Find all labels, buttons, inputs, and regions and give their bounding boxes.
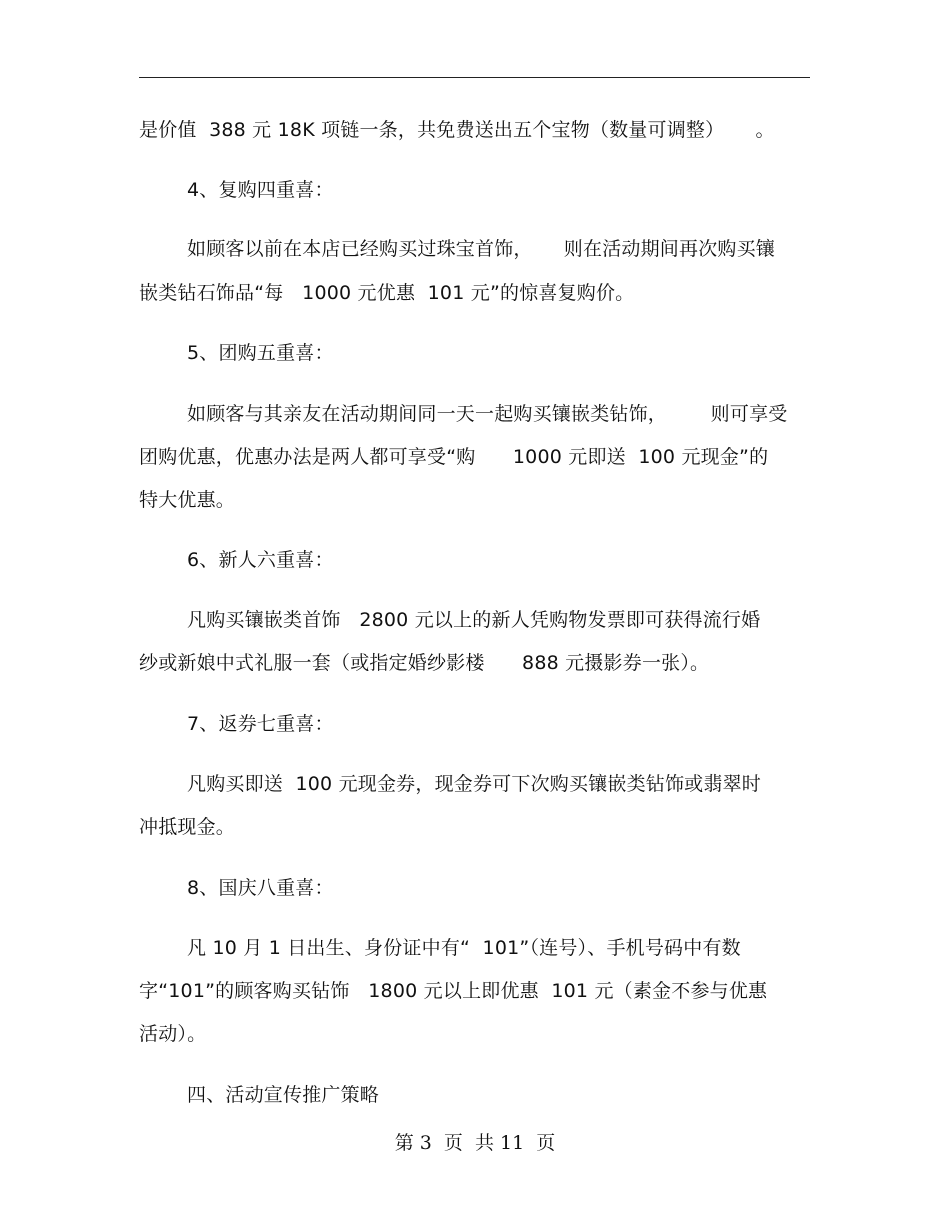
header-rule <box>139 77 810 78</box>
text-line: 凡 10 月 1 日出生、身份证中有“ 101”（连号）、手机号码中有数 <box>187 937 741 959</box>
section-heading: 4、复购四重喜： <box>187 179 334 201</box>
section-heading: 四、活动宣传推广策略 <box>187 1084 380 1106</box>
text-line: 如顾客与其亲友在活动期间同一天一起购买镶嵌类钻饰， 则可享受 <box>187 403 788 425</box>
text-line: 活动）。 <box>139 1023 207 1045</box>
text-line: 凡购买镶嵌类首饰 2800 元以上的新人凭购物发票即可获得流行婚 <box>187 609 761 631</box>
section-heading: 7、返券七重喜： <box>187 713 334 735</box>
section-heading: 5、团购五重喜： <box>187 342 334 364</box>
text-line: 字“101”的顾客购买钻饰 1800 元以上即优惠 101 元（素金不参与优惠 <box>139 980 768 1002</box>
text-line: 冲抵现金。 <box>139 816 236 838</box>
text-line: 团购优惠，优惠办法是两人都可享受“购 1000 元即送 100 元现金”的 <box>139 446 769 468</box>
text-line: 如顾客以前在本店已经购买过珠宝首饰， 则在活动期间再次购买镶 <box>187 238 775 260</box>
text-line: 嵌类钻石饰品“每 1000 元优惠 101 元”的惊喜复购价。 <box>139 282 635 304</box>
section-heading: 8、国庆八重喜： <box>187 877 334 899</box>
text-line: 是价值 388 元 18K 项链一条，共免费送出五个宝物（数量可调整） 。 <box>139 119 775 141</box>
text-line: 凡购买即送 100 元现金券，现金券可下次购买镶嵌类钻饰或翡翠时 <box>187 773 761 795</box>
page-footer: 第 3 页 共 11 页 <box>394 1132 556 1154</box>
text-line: 纱或新娘中式礼服一套（或指定婚纱影楼 888 元摄影券一张）。 <box>139 652 710 674</box>
text-line: 特大优惠。 <box>139 489 236 511</box>
section-heading: 6、新人六重喜： <box>187 549 334 571</box>
